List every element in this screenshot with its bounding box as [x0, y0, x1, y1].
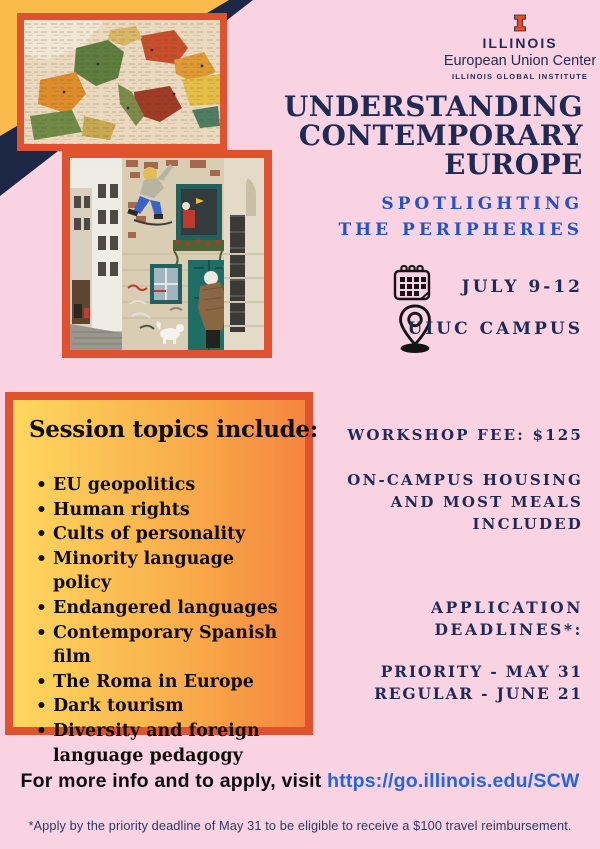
title-line: EUROPE	[444, 148, 583, 181]
topic-item: • Endangered languages	[27, 596, 293, 621]
logo-center-name: European Union Center	[443, 53, 597, 69]
topic-item: • EU geopolitics	[27, 473, 293, 498]
subtitle-line: THE PERIPHERIES	[338, 220, 583, 240]
fine-print: *Apply by the priority deadline of May 31 to be eligible to receive a $100 travel reimbursement.	[28, 818, 572, 833]
logo-institute-name: ILLINOIS GLOBAL INSTITUTE	[451, 72, 589, 81]
poster-subtitle	[153, 191, 583, 243]
poster-title	[153, 92, 583, 179]
priority-deadline: PRIORITY - MAY 31	[380, 662, 583, 681]
topics-heading: Session topics include:	[29, 416, 318, 443]
title-line: CONTEMPORARY	[298, 119, 583, 152]
application-deadlines-heading	[431, 597, 583, 641]
deadline-dates	[374, 661, 583, 705]
topics-list	[27, 473, 293, 768]
calendar-icon	[392, 264, 432, 302]
topic-item: • Contemporary Spanish film	[27, 621, 293, 670]
apply-link[interactable]: https://go.illinois.edu/SCW	[327, 770, 580, 792]
event-dates: JULY 9-12	[461, 277, 583, 297]
title-line: UNDERSTANDING	[283, 90, 583, 123]
deadlines-heading-line: DEADLINES*:	[434, 620, 583, 639]
housing-info	[347, 469, 583, 535]
topic-item: • Cults of personality	[27, 522, 293, 547]
illinois-eu-center-logo	[440, 14, 600, 81]
workshop-fee: WORKSHOP FEE: $125	[347, 426, 583, 444]
block-i-icon	[513, 14, 527, 32]
topic-item: • The Roma in Europe	[27, 670, 293, 695]
logo-institution: ILLINOIS	[482, 35, 558, 51]
cta-text: For more info and to apply, visit	[20, 770, 328, 792]
brussels-comic-mural-photo	[62, 150, 272, 358]
subtitle-line: SPOTLIGHTING	[381, 194, 583, 214]
deadlines-heading-line: APPLICATION	[430, 598, 583, 617]
topic-item: • Human rights	[27, 498, 293, 523]
housing-line: INCLUDED	[472, 515, 583, 533]
event-location: UIUC CAMPUS	[407, 319, 583, 339]
cta-line	[0, 770, 600, 793]
housing-line: ON-CAMPUS HOUSING	[347, 471, 583, 489]
session-topics-box	[5, 392, 318, 766]
topic-item: • Minority language policy	[27, 547, 293, 596]
topic-item: • Diversity and foreign language pedagogy	[27, 719, 293, 768]
regular-deadline: REGULAR - JUNE 21	[374, 684, 583, 703]
street-mural-illustration	[70, 158, 264, 350]
housing-line: AND MOST MEALS	[390, 493, 583, 511]
topic-item: • Dark tourism	[27, 694, 293, 719]
